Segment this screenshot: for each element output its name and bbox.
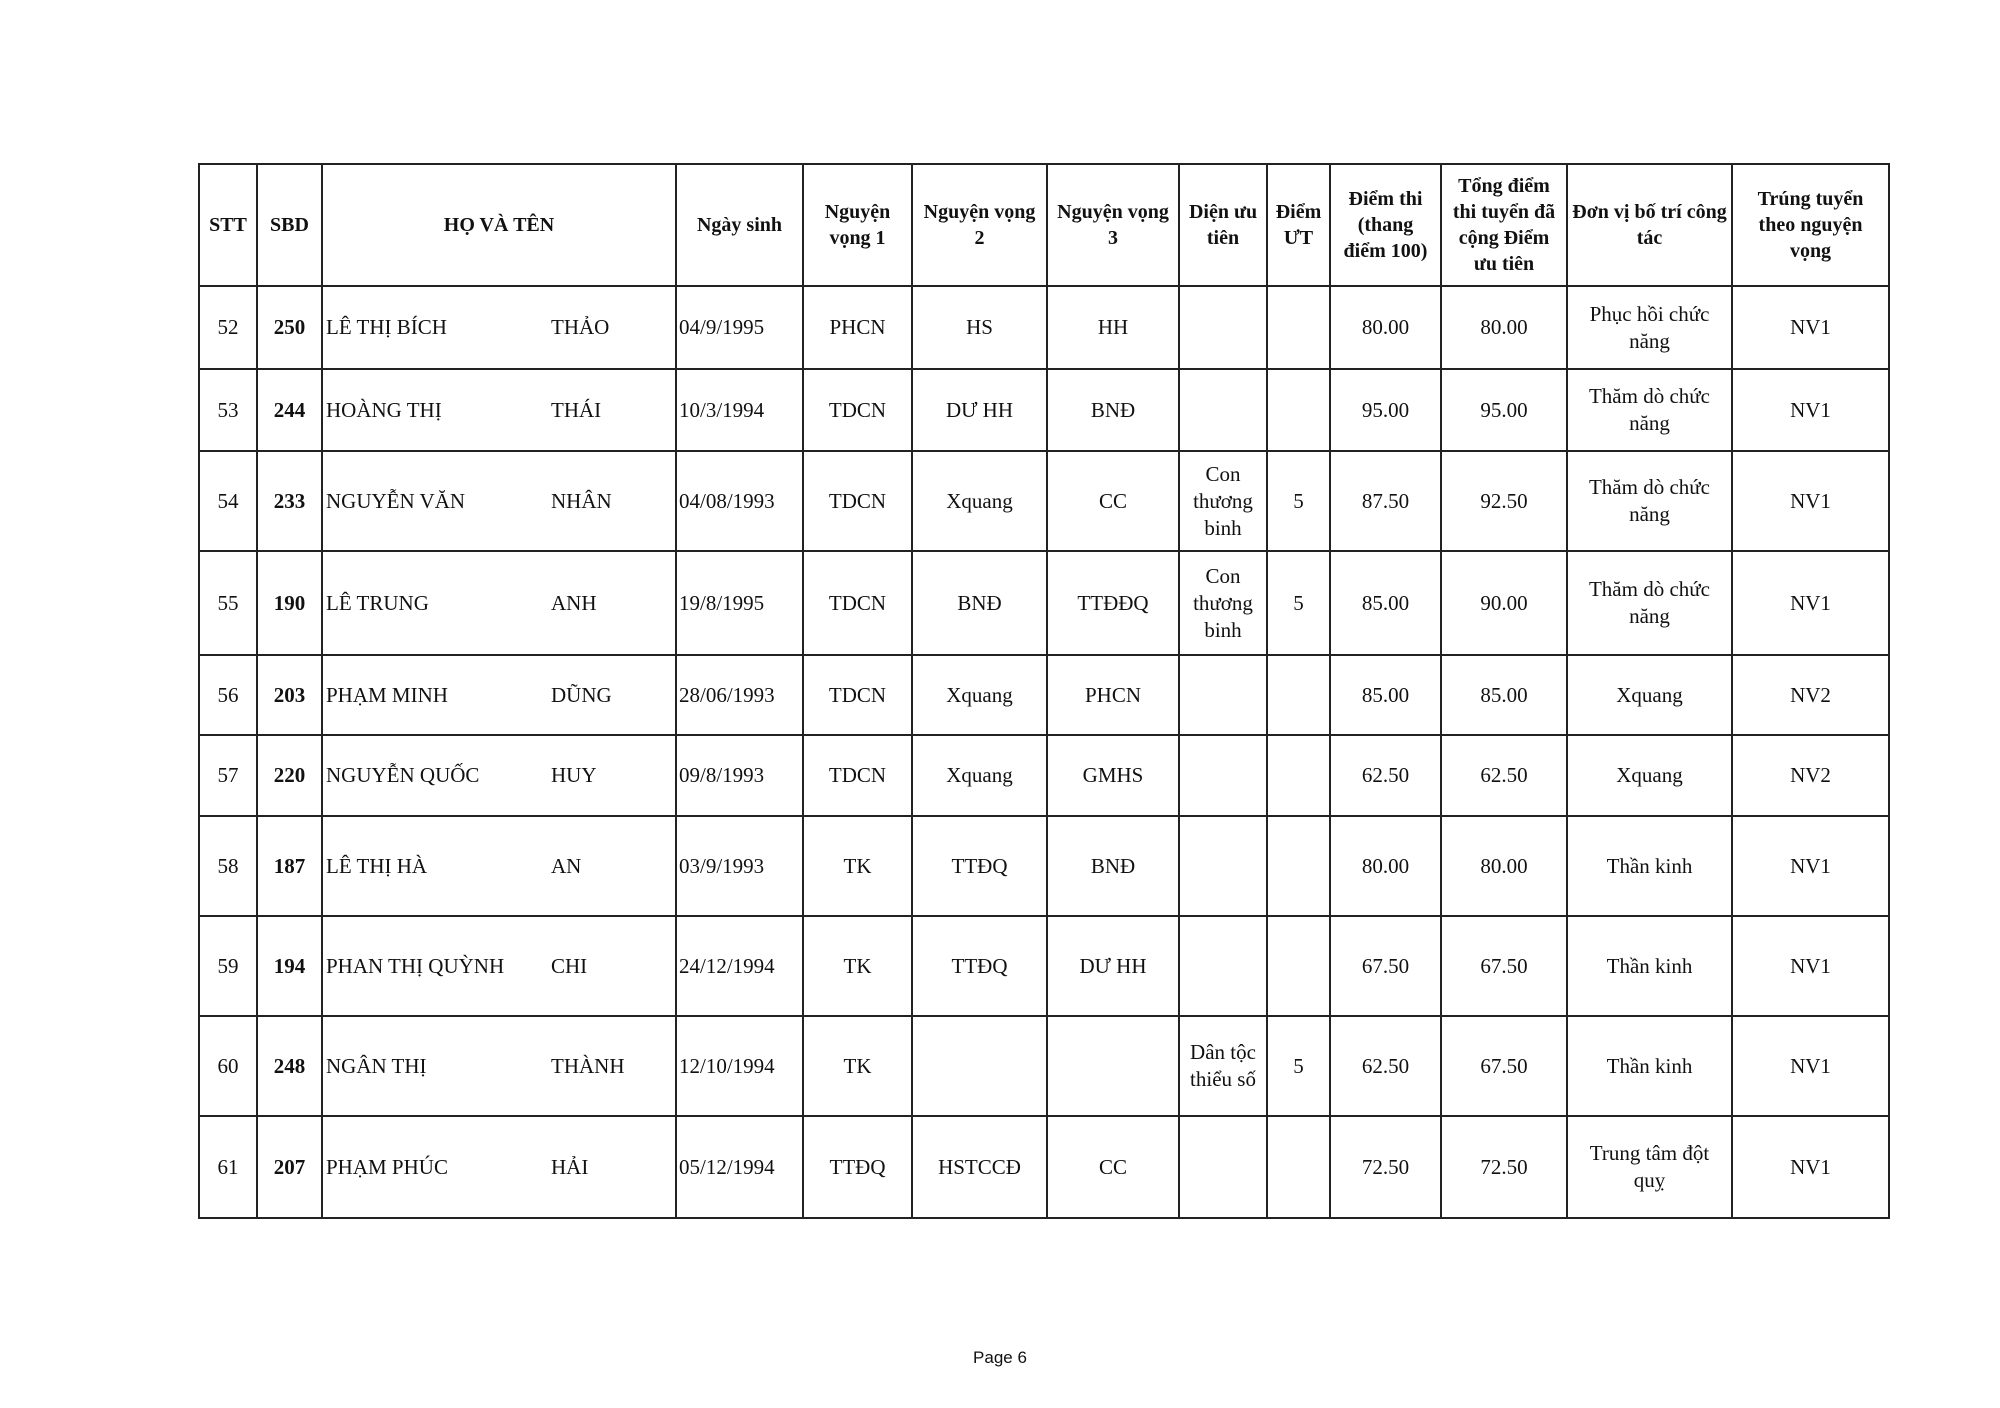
header-result: Trúng tuyển theo nguyện vọng: [1732, 164, 1889, 286]
given-name: ANH: [551, 590, 597, 615]
result-cell: NV1: [1732, 1116, 1889, 1218]
priority-score-cell: [1267, 1116, 1330, 1218]
dob-cell: 24/12/1994: [676, 916, 803, 1016]
table-row: [199, 451, 1889, 551]
nv3-cell: TTĐĐQ: [1047, 551, 1179, 655]
total-score-cell: 80.00: [1441, 816, 1567, 916]
stt-cell: 57: [199, 735, 257, 816]
nv3-cell: DƯ HH: [1047, 916, 1179, 1016]
nv1-cell: TDCN: [803, 369, 912, 451]
nv2-cell: BNĐ: [912, 551, 1047, 655]
full-name: [326, 762, 671, 789]
header-nv1: Nguyện vọng 1: [803, 164, 912, 286]
stt-cell: 60: [199, 1016, 257, 1116]
exam-score-cell: 80.00: [1330, 286, 1441, 369]
priority-score-cell: [1267, 655, 1330, 735]
header-stt: STT: [199, 164, 257, 286]
nv1-cell: PHCN: [803, 286, 912, 369]
priority-score-cell: 5: [1267, 551, 1330, 655]
result-cell: NV1: [1732, 1016, 1889, 1116]
stt-cell: 59: [199, 916, 257, 1016]
nv1-cell: TK: [803, 816, 912, 916]
surname: NGUYỄN VĂN: [326, 488, 466, 513]
table-row: [199, 816, 1889, 916]
name-cell: [322, 735, 676, 816]
sbd-cell: 190: [257, 551, 322, 655]
result-cell: NV1: [1732, 916, 1889, 1016]
unit-cell: Thăm dò chức năng: [1567, 369, 1732, 451]
given-name: CHI: [551, 953, 588, 978]
dob-cell: 10/3/1994: [676, 369, 803, 451]
table-row: [199, 655, 1889, 735]
priority-cell: [1179, 816, 1267, 916]
dob-cell: 04/9/1995: [676, 286, 803, 369]
name-cell: [322, 451, 676, 551]
nv2-cell: Xquang: [912, 735, 1047, 816]
unit-cell: Thần kinh: [1567, 816, 1732, 916]
nv3-cell: BNĐ: [1047, 816, 1179, 916]
header-dob: Ngày sinh: [676, 164, 803, 286]
total-score-cell: 95.00: [1441, 369, 1567, 451]
header-row: [199, 164, 1889, 286]
header-total: Tổng điểm thi tuyển đã cộng Điểm ưu tiên: [1441, 164, 1567, 286]
name-cell: [322, 916, 676, 1016]
priority-cell: [1179, 655, 1267, 735]
total-score-cell: 62.50: [1441, 735, 1567, 816]
nv1-cell: TDCN: [803, 551, 912, 655]
dob-cell: 19/8/1995: [676, 551, 803, 655]
name-cell: [322, 286, 676, 369]
result-cell: NV2: [1732, 655, 1889, 735]
exam-score-cell: 80.00: [1330, 816, 1441, 916]
sbd-cell: 220: [257, 735, 322, 816]
dob-cell: 05/12/1994: [676, 1116, 803, 1218]
nv1-cell: TDCN: [803, 735, 912, 816]
exam-score-cell: 95.00: [1330, 369, 1441, 451]
nv2-cell: TTĐQ: [912, 816, 1047, 916]
priority-score-cell: 5: [1267, 451, 1330, 551]
surname: LÊ TRUNG: [326, 590, 429, 615]
exam-score-cell: 67.50: [1330, 916, 1441, 1016]
surname: PHẠM MINH: [326, 682, 448, 707]
page-number: Page 6: [973, 1348, 1027, 1367]
unit-cell: Thăm dò chức năng: [1567, 551, 1732, 655]
nv2-cell: HS: [912, 286, 1047, 369]
stt-cell: 52: [199, 286, 257, 369]
name-cell: [322, 1016, 676, 1116]
sbd-cell: 248: [257, 1016, 322, 1116]
exam-score-cell: 85.00: [1330, 655, 1441, 735]
priority-cell: Con thương binh: [1179, 451, 1267, 551]
nv2-cell: Xquang: [912, 451, 1047, 551]
header-nv2: Nguyện vọng 2: [912, 164, 1047, 286]
stt-cell: 58: [199, 816, 257, 916]
surname: HOÀNG THỊ: [326, 397, 442, 422]
header-exam-score: Điểm thi (thang điểm 100): [1330, 164, 1441, 286]
sbd-cell: 207: [257, 1116, 322, 1218]
full-name: [326, 853, 671, 880]
given-name: HUY: [551, 763, 597, 787]
nv2-cell: DƯ HH: [912, 369, 1047, 451]
surname: PHAN THỊ QUỲNH: [326, 953, 505, 978]
dob-cell: 09/8/1993: [676, 735, 803, 816]
total-score-cell: 67.50: [1441, 1016, 1567, 1116]
nv3-cell: BNĐ: [1047, 369, 1179, 451]
total-score-cell: 72.50: [1441, 1116, 1567, 1218]
priority-cell: [1179, 286, 1267, 369]
header-priority-score: Điểm ƯT: [1267, 164, 1330, 286]
total-score-cell: 67.50: [1441, 916, 1567, 1016]
exam-score-cell: 72.50: [1330, 1116, 1441, 1218]
given-name: THẢO: [551, 315, 610, 339]
nv3-cell: PHCN: [1047, 655, 1179, 735]
stt-cell: 53: [199, 369, 257, 451]
priority-score-cell: [1267, 916, 1330, 1016]
table-row: [199, 551, 1889, 655]
stt-cell: 61: [199, 1116, 257, 1218]
name-cell: [322, 655, 676, 735]
full-name: [326, 1154, 671, 1181]
given-name: DŨNG: [551, 682, 612, 707]
dob-cell: 03/9/1993: [676, 816, 803, 916]
nv3-cell: [1047, 1016, 1179, 1116]
full-name: [326, 314, 671, 341]
exam-score-cell: 62.50: [1330, 735, 1441, 816]
priority-score-cell: [1267, 735, 1330, 816]
unit-cell: Xquang: [1567, 735, 1732, 816]
header-sbd: SBD: [257, 164, 322, 286]
table-row: [199, 1016, 1889, 1116]
table-row: [199, 735, 1889, 816]
given-name: THÀNH: [551, 1053, 625, 1078]
dob-cell: 12/10/1994: [676, 1016, 803, 1116]
table-row: [199, 286, 1889, 369]
priority-score-cell: [1267, 816, 1330, 916]
nv1-cell: TK: [803, 1016, 912, 1116]
full-name: [326, 953, 671, 980]
given-name: HẢI: [551, 1154, 589, 1179]
sbd-cell: 187: [257, 816, 322, 916]
given-name: NHÂN: [551, 488, 612, 513]
nv3-cell: CC: [1047, 1116, 1179, 1218]
unit-cell: Xquang: [1567, 655, 1732, 735]
sbd-cell: 250: [257, 286, 322, 369]
priority-cell: [1179, 735, 1267, 816]
dob-cell: 28/06/1993: [676, 655, 803, 735]
name-cell: [322, 1116, 676, 1218]
surname: LÊ THỊ HÀ: [326, 853, 428, 878]
nv3-cell: HH: [1047, 286, 1179, 369]
priority-cell: Con thương binh: [1179, 551, 1267, 655]
priority-cell: [1179, 369, 1267, 451]
nv1-cell: TK: [803, 916, 912, 1016]
full-name: [326, 488, 671, 515]
unit-cell: Thần kinh: [1567, 1016, 1732, 1116]
result-cell: NV1: [1732, 816, 1889, 916]
priority-score-cell: 5: [1267, 1016, 1330, 1116]
result-cell: NV1: [1732, 369, 1889, 451]
unit-cell: Trung tâm đột quỵ: [1567, 1116, 1732, 1218]
unit-cell: Thần kinh: [1567, 916, 1732, 1016]
full-name: [326, 682, 671, 709]
priority-score-cell: [1267, 369, 1330, 451]
stt-cell: 56: [199, 655, 257, 735]
result-cell: NV1: [1732, 286, 1889, 369]
full-name: [326, 1053, 671, 1080]
exam-score-cell: 62.50: [1330, 1016, 1441, 1116]
nv2-cell: HSTCCĐ: [912, 1116, 1047, 1218]
nv2-cell: Xquang: [912, 655, 1047, 735]
header-unit: Đơn vị bố trí công tác: [1567, 164, 1732, 286]
table-body: [199, 286, 1889, 1218]
surname: NGUYỄN QUỐC: [326, 763, 480, 787]
given-name: THÁI: [551, 397, 602, 422]
result-cell: NV2: [1732, 735, 1889, 816]
nv1-cell: TTĐQ: [803, 1116, 912, 1218]
priority-cell: [1179, 916, 1267, 1016]
given-name: AN: [551, 853, 582, 878]
full-name: [326, 397, 671, 424]
header-priority: Diện ưu tiên: [1179, 164, 1267, 286]
result-cell: NV1: [1732, 451, 1889, 551]
exam-score-cell: 87.50: [1330, 451, 1441, 551]
name-cell: [322, 816, 676, 916]
nv1-cell: TDCN: [803, 655, 912, 735]
sbd-cell: 194: [257, 916, 322, 1016]
stt-cell: 54: [199, 451, 257, 551]
header-name: HỌ VÀ TÊN: [322, 164, 676, 286]
priority-cell: Dân tộc thiểu số: [1179, 1016, 1267, 1116]
nv2-cell: TTĐQ: [912, 916, 1047, 1016]
unit-cell: Thăm dò chức năng: [1567, 451, 1732, 551]
name-cell: [322, 369, 676, 451]
results-table: [198, 163, 1890, 1219]
sbd-cell: 233: [257, 451, 322, 551]
total-score-cell: 92.50: [1441, 451, 1567, 551]
table-row: [199, 369, 1889, 451]
surname: LÊ THỊ BÍCH: [326, 315, 447, 339]
dob-cell: 04/08/1993: [676, 451, 803, 551]
stt-cell: 55: [199, 551, 257, 655]
sbd-cell: 244: [257, 369, 322, 451]
name-cell: [322, 551, 676, 655]
unit-cell: Phục hồi chức năng: [1567, 286, 1732, 369]
nv1-cell: TDCN: [803, 451, 912, 551]
surname: PHẠM PHÚC: [326, 1154, 448, 1179]
priority-score-cell: [1267, 286, 1330, 369]
total-score-cell: 85.00: [1441, 655, 1567, 735]
table-row: [199, 916, 1889, 1016]
priority-cell: [1179, 1116, 1267, 1218]
sbd-cell: 203: [257, 655, 322, 735]
nv3-cell: GMHS: [1047, 735, 1179, 816]
surname: NGÂN THỊ: [326, 1053, 427, 1078]
total-score-cell: 80.00: [1441, 286, 1567, 369]
table-row: [199, 1116, 1889, 1218]
full-name: [326, 590, 671, 617]
header-nv3: Nguyện vọng 3: [1047, 164, 1179, 286]
nv2-cell: [912, 1016, 1047, 1116]
nv3-cell: CC: [1047, 451, 1179, 551]
result-cell: NV1: [1732, 551, 1889, 655]
total-score-cell: 90.00: [1441, 551, 1567, 655]
exam-score-cell: 85.00: [1330, 551, 1441, 655]
